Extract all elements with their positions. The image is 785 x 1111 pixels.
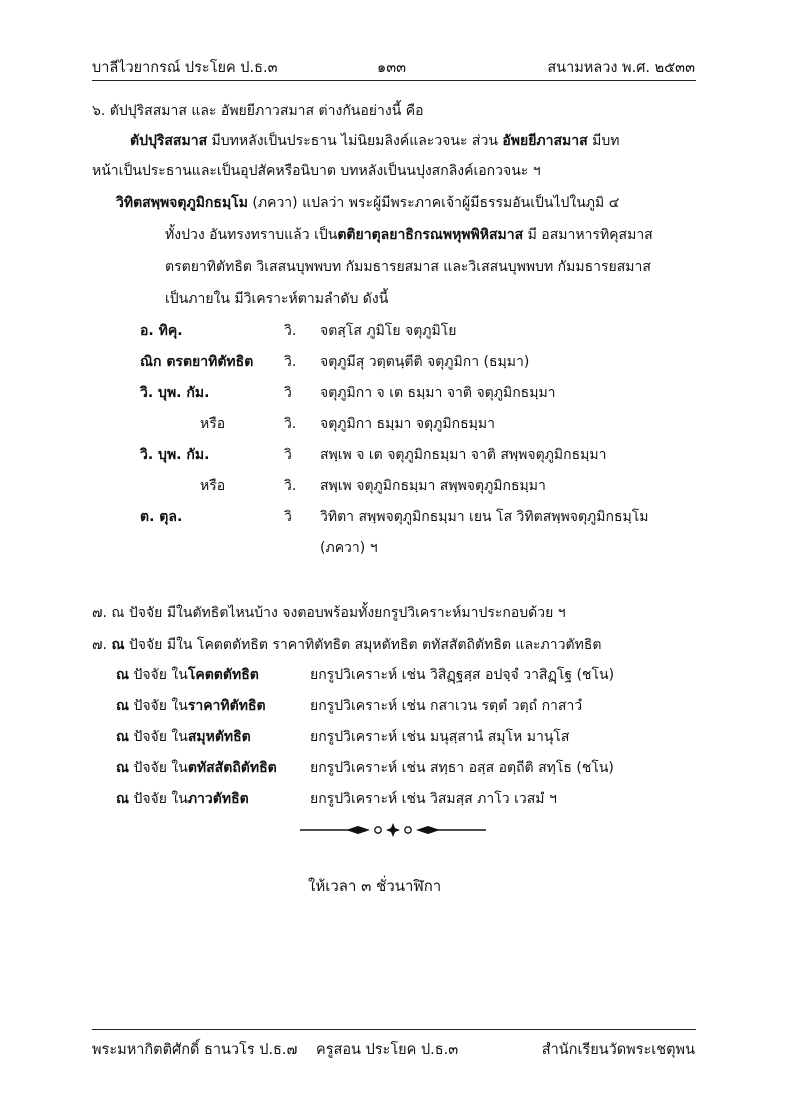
row-prefix: ปัจจัย ใน xyxy=(129,760,188,776)
analysis-mark: วิ. xyxy=(284,416,297,432)
example-translation: (ภควา) แปลว่า พระผู้มีพระภาคเจ้าผู้มีธรรมอันเป็นไปในภูมิ ๔ xyxy=(247,195,620,211)
footer-right: สำนักเรียนวัดพระเชตุพน xyxy=(541,1042,695,1058)
row-prefix: ปัจจัย ใน xyxy=(129,729,188,745)
analysis-text: จตสฺโส ภูมิโย จตุภูมิโย xyxy=(320,323,457,339)
row-lead xyxy=(116,664,259,686)
row-prefix: ปัจจัย ใน xyxy=(129,667,188,683)
q6-body-line-2: ตรตยาทิตัทธิต วิเสสนบุพพบท กัมมธารยสมาส และวิเสสนบุพพบท กัมมธารยสมาส xyxy=(165,259,651,275)
row-lead xyxy=(116,726,251,748)
analysis-text: จตุภูมิกา จ เต ธมฺมา จาติ จตุภูมิกธมฺมา xyxy=(320,385,556,401)
answer-text: ปัจจัย มีใน โคตตตัทธิต ราคาทิตัทธิต สมุหตัทธิต ตทัสสัตถิตัทธิต และภาวตัทธิต xyxy=(124,637,602,653)
header-left: บาลีไวยากรณ์ ประโยค ป.ธ.๓ xyxy=(92,60,278,76)
page-number: ๑๓๓ xyxy=(377,60,407,76)
analysis-label: ณิก ตรตยาทิตัทธิต xyxy=(140,354,254,370)
na-suffix: ณ xyxy=(116,667,129,683)
q6-answer-line-2: หน้าเป็นประธานและเป็นอุปสัคหรือนิบาต บทหลังเป็นนปุงสกลิงค์เอกวจนะ ฯ xyxy=(92,163,541,179)
analysis-mark: วิ xyxy=(284,447,292,463)
taddhita-type: ภาวตัทธิต xyxy=(187,791,249,807)
body-text-end: มี อสมาหารทิคุสมาส xyxy=(523,227,653,243)
analysis-mark: วิ xyxy=(284,509,292,525)
taddhita-type: ราคาทิตัทธิต xyxy=(187,698,266,714)
row-lead xyxy=(116,695,266,717)
na-suffix: ณ xyxy=(116,760,129,776)
header-rule xyxy=(92,80,696,81)
analysis-label: หรือ xyxy=(200,478,226,494)
taddhita-type: ตทัสสัตถิตัทธิต xyxy=(187,760,277,776)
analysis-mark: วิ. xyxy=(284,478,297,494)
na-suffix: ณ xyxy=(116,729,129,745)
analysis-label: วิ. บุพ. กัม. xyxy=(140,385,210,401)
q6-body-line-1 xyxy=(165,224,653,246)
taddhita-type: โคตตตัทธิต xyxy=(187,667,259,683)
taddhita-type: สมุหตัทธิต xyxy=(187,729,251,745)
row-example: ยกรูปวิเคราะห์ เช่น วิสิฏฺฐสฺส อปจฺจํ วาสิฏฺโฐ (ชโน) xyxy=(310,667,615,683)
row-example: ยกรูปวิเคราะห์ เช่น กสาเวน รตฺตํ วตฺถํ กาสาวํ xyxy=(310,698,583,714)
example-term: วิทิตสพฺพจตุภูมิกธมฺโม xyxy=(116,195,248,211)
term-abyayibhava: อัพยยีภาสมาส xyxy=(502,133,588,149)
question-6: ๖. ตัปปุริสสมาส และ อัพยยีภาวสมาส ต่างกันอย่างนี้ คือ xyxy=(92,103,424,119)
q7-answer xyxy=(92,634,601,656)
time-note: ให้เวลา ๓ ชั่วนาฬิกา xyxy=(308,877,442,895)
na-suffix: ณ xyxy=(116,698,129,714)
row-example: ยกรูปวิเคราะห์ เช่น วิสมสฺส ภาโว เวสมํ ฯ xyxy=(310,791,557,807)
na-suffix: ณ xyxy=(111,637,125,653)
header-right: สนามหลวง พ.ศ. ๒๕๓๓ xyxy=(547,60,695,76)
row-example: ยกรูปวิเคราะห์ เช่น สทฺธา อสฺส อตฺถีติ สทฺโธ (ชโน) xyxy=(310,760,614,776)
row-lead xyxy=(116,757,277,779)
footer-rule xyxy=(92,1029,696,1030)
analysis-text: สพฺเพ จตุภูมิกธมฺมา สพฺพจตุภูมิกธมฺมา xyxy=(320,478,546,494)
analysis-text: วิทิตา สพฺพจตุภูมิกธมฺมา เยน โส วิทิตสพฺพจตุภูมิกธมฺโม xyxy=(320,509,649,525)
answer-text-end: มีบท xyxy=(587,133,620,149)
footer-center: ครูสอน ประโยค ป.ธ.๓ xyxy=(316,1042,459,1058)
analysis-mark: วิ xyxy=(284,385,292,401)
footer-left: พระมหากิตติศักดิ์ ธานวโร ป.ธ.๗ xyxy=(92,1042,298,1058)
q6-answer-line-1 xyxy=(130,130,619,152)
analysis-mark: วิ. xyxy=(284,354,297,370)
ornament-divider xyxy=(298,820,488,840)
answer-text: มีบทหลังเป็นประธาน ไม่นิยมลิงค์และวจนะ ส่วน xyxy=(207,133,503,149)
analysis-mark: วิ. xyxy=(284,323,297,339)
analysis-label: อ. ทิคุ. xyxy=(140,323,183,339)
answer-number: ๗. xyxy=(92,637,112,653)
row-prefix: ปัจจัย ใน xyxy=(129,791,188,807)
row-prefix: ปัจจัย ใน xyxy=(129,698,188,714)
row-lead xyxy=(116,788,249,810)
analysis-continuation: (ภควา) ฯ xyxy=(320,540,378,556)
term-tappurisa: ตัปปุริสสมาส xyxy=(130,133,208,149)
analysis-label: วิ. บุพ. กัม. xyxy=(140,447,210,463)
q6-body-line-3: เป็นภายใน มีวิเคราะห์ตามลำดับ ดังนี้ xyxy=(165,291,389,307)
analysis-label: หรือ xyxy=(200,416,226,432)
analysis-text: สพฺเพ จ เต จตุภูมิกธมฺมา จาติ สพฺพจตุภูมิกธมฺมา xyxy=(320,447,607,463)
analysis-text: จตุภูมิกา ธมฺมา จตุภูมิกธมฺมา xyxy=(320,416,495,432)
body-text: ทั้งปวง อันทรงทราบแล้ว เป็น xyxy=(165,227,338,243)
analysis-label: ต. ตุล. xyxy=(140,509,183,525)
analysis-text: จตุภูมีสุ วตฺตนฺตีติ จตุภูมิกา (ธมฺมา) xyxy=(320,354,530,370)
question-7: ๗. ณ ปัจจัย มีในตัทธิตไหนบ้าง จงตอบพร้อมทั้งยกรูปวิเคราะห์มาประกอบด้วย ฯ xyxy=(92,605,566,621)
na-suffix: ณ xyxy=(116,791,129,807)
q6-example-line xyxy=(116,192,619,214)
row-example: ยกรูปวิเคราะห์ เช่น มนุสฺสานํ สมุโห มานุโส xyxy=(310,729,570,745)
term-samasa-type: ตติยาตุลยาธิกรณพหุพพิหิสมาส xyxy=(337,227,524,243)
